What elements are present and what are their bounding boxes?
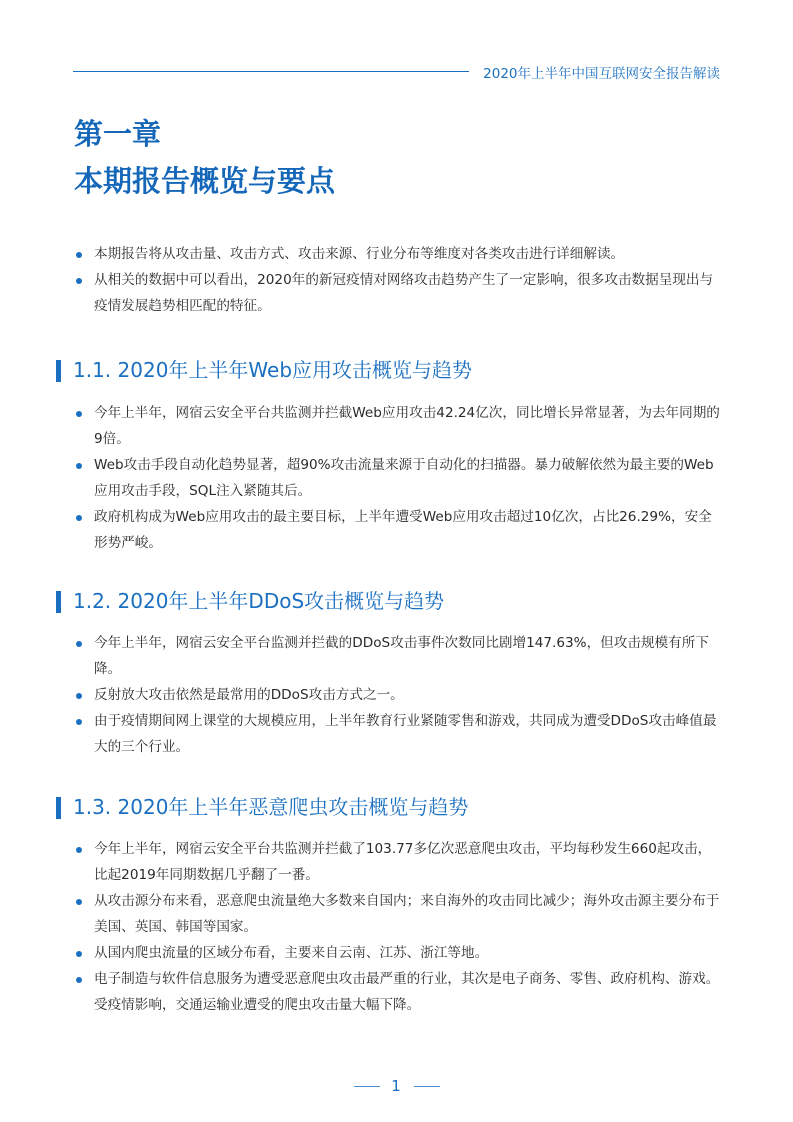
section-bar-icon: [56, 591, 61, 613]
chapter-number: 第一章: [74, 117, 162, 151]
list-item: Web攻击手段自动化趋势显著，超90%攻击流量来源于自动化的扫描器。暴力破解依然为最主要的Web应用攻击手段，SQL注入紧随其后。: [76, 452, 722, 504]
list-item: 电子制造与软件信息服务为遭受恶意爬虫攻击最严重的行业，其次是电子商务、零售、政府机构、游戏。受疫情影响，交通运输业遭受的爬虫攻击量大幅下降。: [76, 966, 722, 1018]
bullet-dot-icon: [76, 719, 82, 725]
bullet-dot-icon: [76, 641, 82, 647]
list-item: 由于疫情期间网上课堂的大规模应用，上半年教育行业紧随零售和游戏，共同成为遭受DDoS攻击峰值最大的三个行业。: [76, 708, 722, 760]
section-bar-icon: [56, 360, 61, 382]
intro-list: [76, 241, 722, 319]
list-item: 今年上半年，网宿云安全平台监测并拦截的DDoS攻击事件次数同比剧增147.63%，但攻击规模有所下降。: [76, 630, 722, 682]
bullet-dot-icon: [76, 693, 82, 699]
section-1-2-list: [76, 630, 722, 760]
header-rule: [73, 71, 469, 72]
list-item: 从攻击源分布来看，恶意爬虫流量绝大多数来自国内；来自海外的攻击同比减少；海外攻击源主要分布于美国、英国、韩国等国家。: [76, 888, 722, 940]
list-item: 本期报告将从攻击量、攻击方式、攻击来源、行业分布等维度对各类攻击进行详细解读。: [76, 241, 722, 267]
list-item: 反射放大攻击依然是最常用的DDoS攻击方式之一。: [76, 682, 722, 708]
footer-rule-left: [354, 1086, 380, 1087]
page-number: 1: [391, 1077, 401, 1095]
chapter-heading: [74, 111, 335, 205]
list-item: 今年上半年，网宿云安全平台共监测并拦截Web应用攻击42.24亿次，同比增长异常显著，为去年同期的9倍。: [76, 400, 722, 452]
bullet-dot-icon: [76, 899, 82, 905]
footer-rule-right: [414, 1086, 440, 1087]
bullet-dot-icon: [76, 252, 82, 258]
bullet-dot-icon: [76, 278, 82, 284]
bullet-dot-icon: [76, 463, 82, 469]
section-title: 1.2. 2020年上半年DDoS攻击概览与趋势: [73, 589, 445, 613]
section-bar-icon: [56, 797, 61, 819]
bullet-dot-icon: [76, 951, 82, 957]
list-item: 政府机构成为Web应用攻击的最主要目标，上半年遭受Web应用攻击超过10亿次，占比26.29%，安全形势严峻。: [76, 504, 722, 556]
list-item: 从国内爬虫流量的区域分布看，主要来自云南、江苏、浙江等地。: [76, 940, 722, 966]
section-1-3-list: [76, 836, 722, 1018]
bullet-dot-icon: [76, 411, 82, 417]
header-title: 2020年上半年中国互联网安全报告解读: [483, 66, 720, 82]
bullet-dot-icon: [76, 847, 82, 853]
list-item: 从相关的数据中可以看出，2020年的新冠疫情对网络攻击趋势产生了一定影响，很多攻击数据呈现出与疫情发展趋势相匹配的特征。: [76, 267, 722, 319]
bullet-dot-icon: [76, 977, 82, 983]
section-1-1-list: [76, 400, 722, 556]
chapter-title: 本期报告概览与要点: [74, 164, 336, 198]
bullet-dot-icon: [76, 515, 82, 521]
section-title: 1.3. 2020年上半年恶意爬虫攻击概览与趋势: [73, 795, 469, 819]
section-title: 1.1. 2020年上半年Web应用攻击概览与趋势: [73, 358, 473, 382]
list-item: 今年上半年，网宿云安全平台共监测并拦截了103.77多亿次恶意爬虫攻击，平均每秒发生660起攻击，比起2019年同期数据几乎翻了一番。: [76, 836, 722, 888]
